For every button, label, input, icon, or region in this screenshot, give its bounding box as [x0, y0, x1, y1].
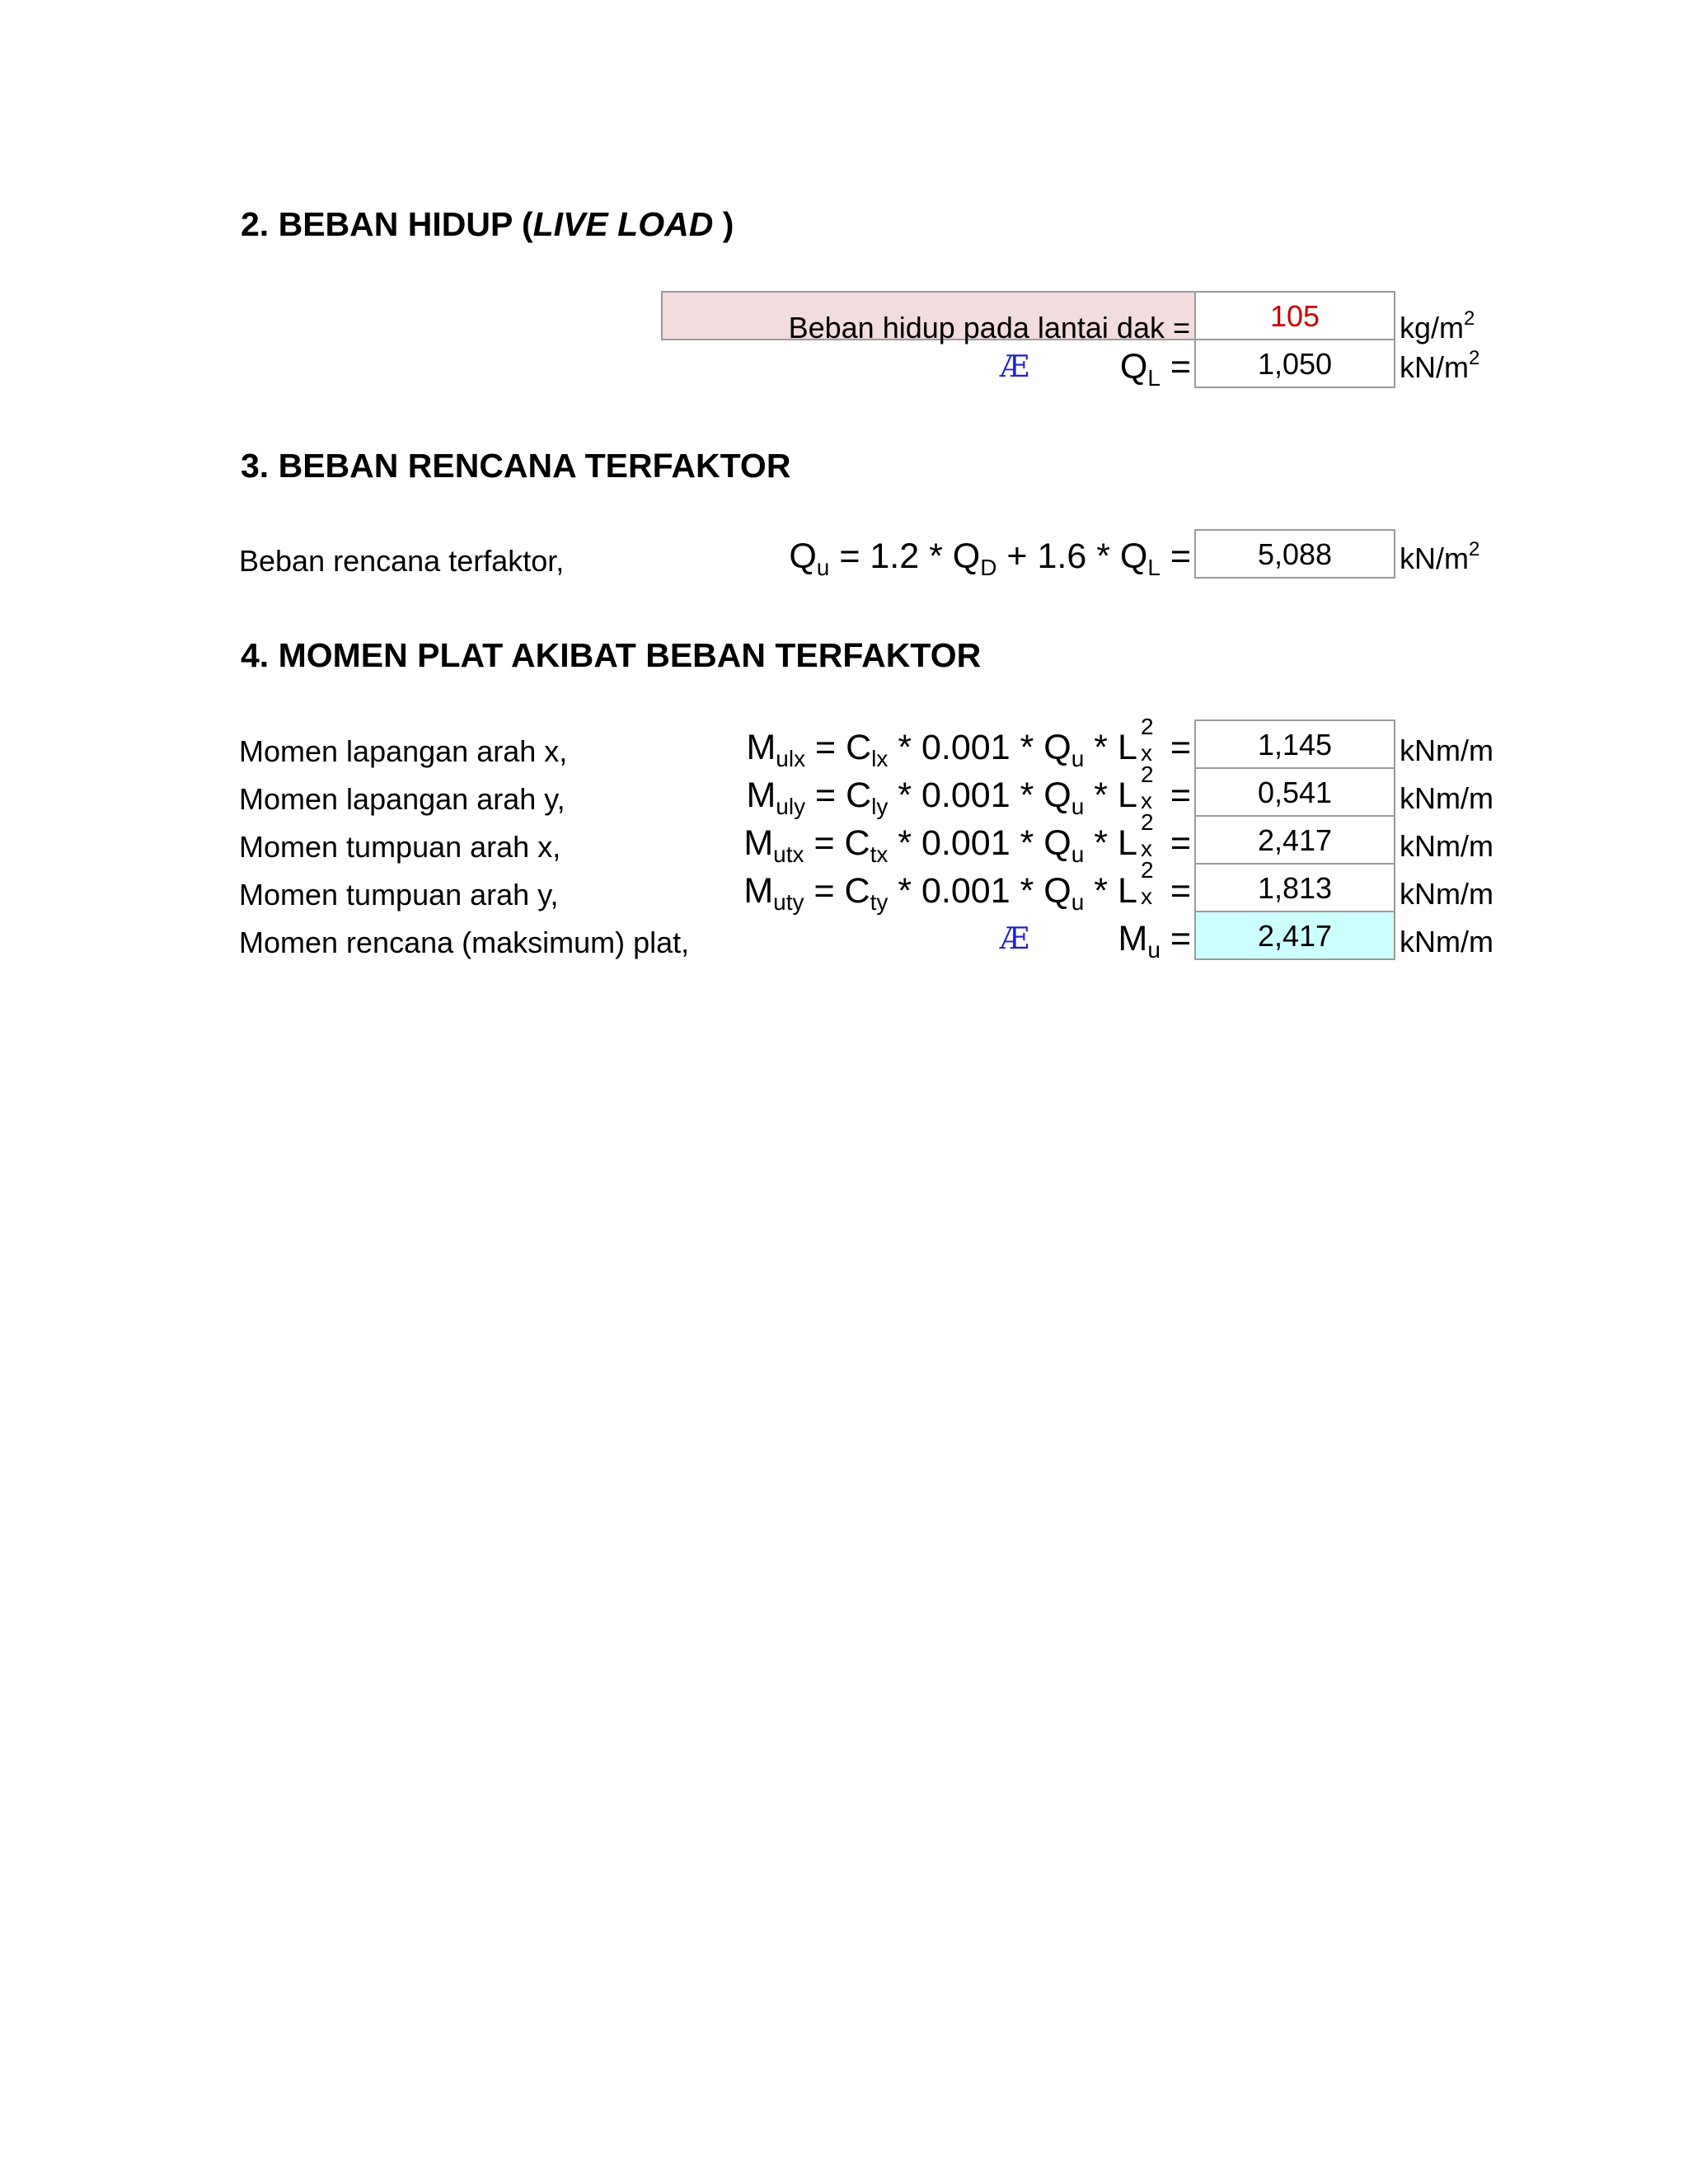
max-moment-label: Momen rencana (maksimum) plat,: [239, 926, 690, 959]
live-load-value-cell[interactable]: [1194, 291, 1395, 340]
section-2-heading: 2. BEBAN HIDUP (LIVE LOAD ): [241, 205, 734, 243]
moment-row-label: Momen lapangan arah x,: [239, 734, 568, 768]
moment-row-label: Momen lapangan arah y,: [239, 782, 565, 816]
qu-unit: $kN/m^2$: [1400, 538, 1480, 575]
mu-value-cell[interactable]: [1194, 911, 1395, 960]
moment-value-cell[interactable]: [1194, 767, 1395, 817]
live-load-italic: LIVE LOAD: [532, 205, 714, 243]
qu-formula: $Q_u = 1.2 * Q_D + 1.6 * Q_L$ =: [789, 537, 1191, 580]
moment-value-cell[interactable]: [1194, 719, 1395, 769]
moment-value: 1,813: [1257, 871, 1333, 905]
section-4-heading: 4. MOMEN PLAT AKIBAT BEBAN TERFAKTOR: [241, 636, 982, 674]
moment-formula: $M_{uly} = C_{ly} * 0.001 * Q_u * L$ 2 x =: [746, 762, 1191, 819]
qu-value-cell[interactable]: [1194, 529, 1395, 579]
moment-formula: $M_{ulx} = C_{lx} * 0.001 * Q_u * L$ 2 x =: [746, 714, 1191, 771]
moment-unit: kNm/m: [1400, 829, 1493, 863]
moment-value: 0,541: [1257, 776, 1333, 809]
moment-value: 2,417: [1257, 823, 1333, 857]
mu-symbol: $M_u$ =: [1118, 919, 1191, 963]
live-load-unit: $kg/m^2$: [1400, 307, 1475, 344]
arrow-icon: Æ: [1000, 922, 1030, 956]
moment-value: 1,145: [1257, 728, 1333, 762]
ql-value-cell[interactable]: [1194, 339, 1395, 388]
moment-value-cell[interactable]: [1194, 863, 1395, 912]
moment-unit: kNm/m: [1400, 877, 1493, 911]
ql-unit: $kN/m^2$: [1400, 347, 1480, 384]
moment-formula: $M_{utx} = C_{tx} * 0.001 * Q_u * L$ 2 x =: [743, 809, 1191, 867]
qu-value: 5,088: [1257, 537, 1333, 571]
moment-unit: kNm/m: [1400, 781, 1493, 815]
moment-unit: kNm/m: [1400, 733, 1493, 767]
mu-value: 2,417: [1257, 919, 1333, 953]
mu-unit: kNm/m: [1400, 925, 1493, 958]
qu-label: Beban rencana terfaktor,: [239, 544, 565, 578]
moment-value-cell[interactable]: [1194, 815, 1395, 865]
ql-symbol: $Q_L$ =: [1119, 347, 1191, 391]
ql-value: 1,050: [1257, 347, 1333, 381]
moment-row-label: Momen tumpuan arah y,: [239, 878, 559, 912]
moment-formula: $M_{uty} = C_{ty} * 0.001 * Q_u * L$ 2 x =: [743, 857, 1191, 915]
live-load-value: 105: [1269, 299, 1320, 333]
arrow-icon: Æ: [1000, 350, 1030, 384]
live-load-label: Beban hidup pada lantai dak =: [788, 311, 1190, 344]
section-3-heading: 3. BEBAN RENCANA TERFAKTOR: [241, 447, 791, 485]
moment-row-label: Momen tumpuan arah x,: [239, 830, 561, 864]
